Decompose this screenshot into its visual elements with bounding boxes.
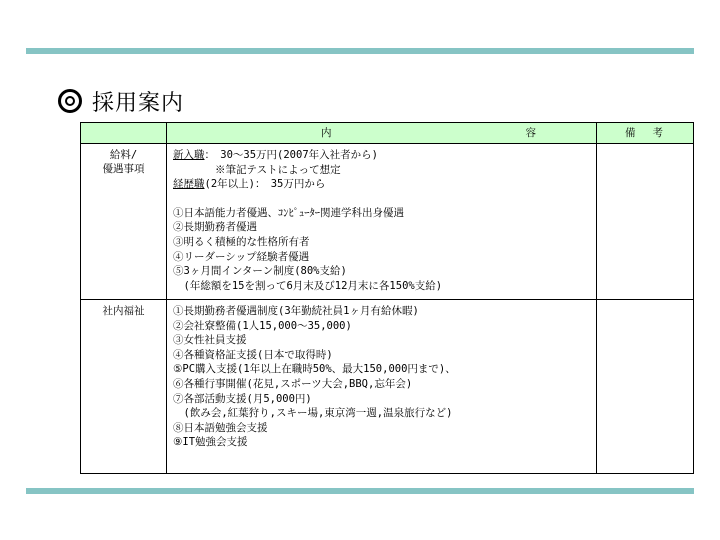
top-divider-bar — [26, 48, 694, 54]
preference-item: ④リーダーシップ経験者優遇 — [173, 250, 310, 263]
welfare-item: ①長期勤務者優遇制度(3年勤続社員1ヶ月有給休暇) — [173, 305, 419, 317]
experienced-value: (2年以上)： 35万円から — [204, 178, 326, 191]
new-hire-value: ： 30～35万円(2007年入社者から) — [204, 149, 378, 161]
preference-item: ⑤3ヶ月間インターン制度(80%支給) — [173, 265, 347, 278]
header-content-char-2: 容 — [525, 126, 536, 139]
bottom-divider-bar — [26, 488, 694, 494]
page-title-text: 採用案内 — [92, 90, 185, 116]
header-remarks-char-1: 備 — [625, 126, 636, 139]
new-hire-label: 新入職 — [173, 149, 205, 161]
double-circle-icon — [58, 89, 82, 113]
welfare-item: (飲み会,紅葉狩り,スキー場,東京湾一週,温泉旅行など) — [173, 407, 453, 420]
table-row-salary — [81, 144, 694, 300]
welfare-item: ⑧日本語勉強会支援 — [173, 421, 268, 434]
welfare-item: ③女性社員支援 — [173, 334, 247, 347]
welfare-item: ⑥各種行事開催(花見,スポーツ大会,BBQ,忘年会) — [173, 377, 413, 390]
remarks-cell-welfare — [597, 300, 694, 474]
header-remarks-cell — [597, 123, 694, 144]
preference-item: ①日本語能力者優遇、ｺﾝﾋﾟｭｰﾀｰ関連学科出身優遇 — [173, 206, 404, 219]
content-cell-welfare — [167, 300, 597, 474]
page-title — [58, 84, 184, 118]
salary-experienced-line — [173, 177, 596, 192]
table-header-row — [81, 123, 694, 144]
salary-note-line: ※筆記テストによって想定 — [173, 163, 341, 176]
recruitment-table — [80, 122, 694, 474]
experienced-label: 経歴職 — [173, 178, 205, 191]
welfare-item: ⑤PC購入支援(1年以上在職時50%、最大150,000円まで)、 — [173, 363, 456, 376]
header-category-cell — [81, 123, 167, 144]
header-content-char-1: 内 — [321, 126, 332, 139]
header-remarks-char-2: 考 — [652, 126, 663, 139]
welfare-item: ④各種資格証支援(日本で取得時) — [173, 348, 333, 361]
category-label-line: 給料/ — [109, 149, 138, 161]
category-label-line: 社内福祉 — [102, 305, 145, 317]
welfare-item: ⑦各部活動支援(月5,000円) — [173, 392, 312, 405]
welfare-item: ⑨IT勉強会支援 — [173, 436, 248, 449]
preference-item: ②長期勤務者優遇 — [173, 221, 257, 234]
welfare-item: ②会社寮整備(1人15,000～35,000) — [173, 319, 352, 332]
preference-item: ③明るく積極的な性格所有者 — [173, 235, 310, 248]
salary-new-line — [173, 148, 596, 163]
spacer — [173, 192, 596, 206]
header-content-cell — [167, 123, 597, 144]
table-row-welfare — [81, 300, 694, 474]
category-label-line: 優遇事項 — [102, 163, 145, 175]
content-cell-salary — [167, 144, 597, 300]
preference-item: (年総額を15を割って6月末及び12月末に各150%支給) — [173, 279, 443, 292]
category-cell-salary — [81, 144, 167, 300]
remarks-cell-salary — [597, 144, 694, 300]
category-cell-welfare — [81, 300, 167, 474]
